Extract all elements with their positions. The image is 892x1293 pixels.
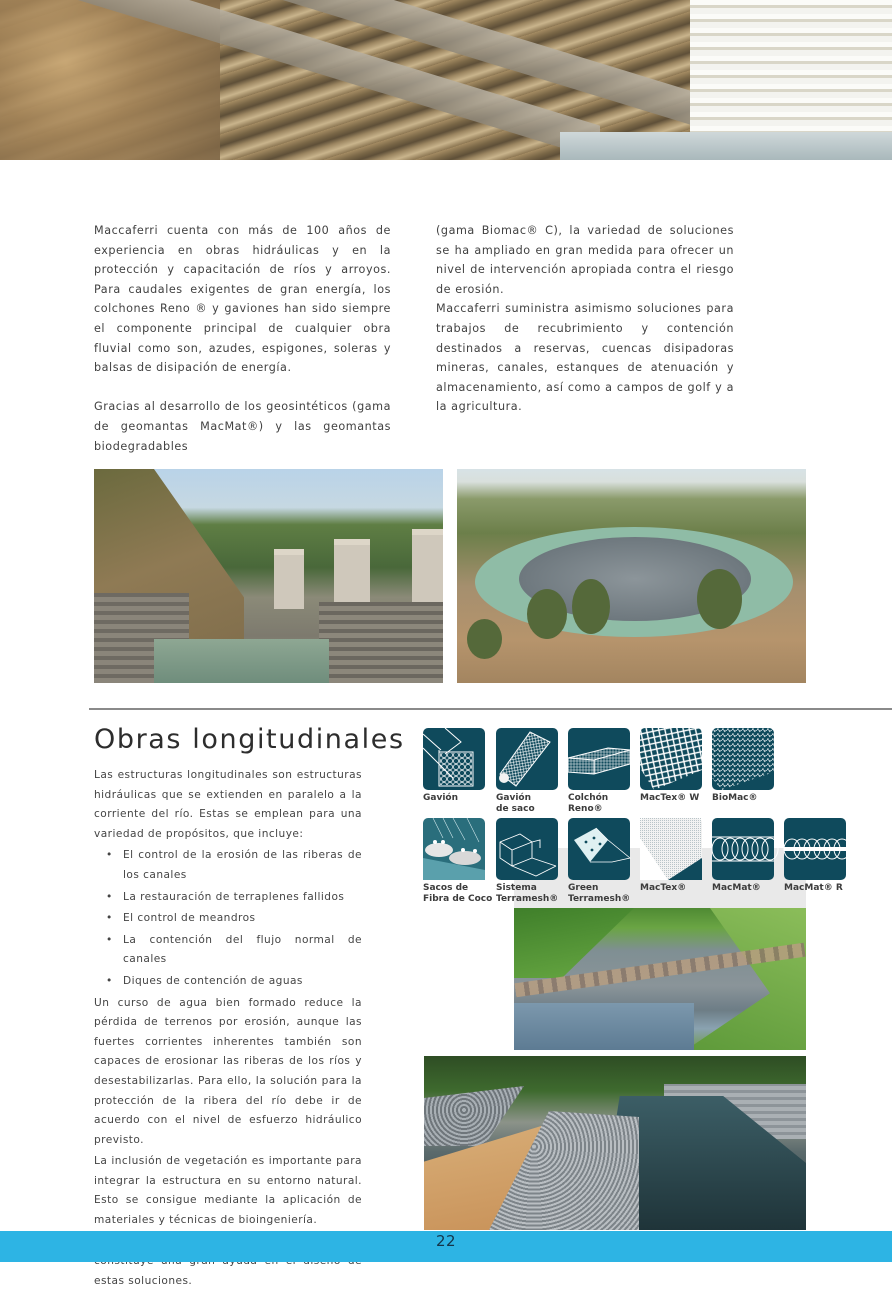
canal-photo	[424, 1056, 806, 1230]
hero-photo	[0, 0, 892, 160]
bullet-text: El control de la erosión de las riberas de los canales	[123, 849, 362, 881]
bullet-item	[94, 846, 362, 885]
coir-bags-icon	[423, 818, 485, 880]
nonwoven-geotextile-icon	[640, 818, 702, 880]
section-title: Obras longitudinales	[94, 724, 405, 755]
product-tile-sacos-coco	[423, 818, 493, 905]
product-label: Sacos de Fibra de Coco	[423, 883, 493, 904]
product-tile-macmat	[712, 818, 774, 894]
product-label: MacMat®	[712, 883, 761, 893]
product-label: Green Terramesh®	[568, 883, 631, 904]
product-label: Gavión de saco	[496, 793, 535, 814]
section-body	[94, 766, 362, 1293]
intro-column-2	[436, 221, 734, 417]
gabion-wall	[319, 602, 443, 683]
product-label: Colchón Reno®	[568, 793, 609, 814]
reservoir-photo	[457, 469, 806, 683]
product-tile-gavion	[423, 728, 485, 804]
sack-gabion-icon	[496, 728, 558, 790]
product-tile-terramesh	[496, 818, 558, 905]
product-tile-colchon-reno	[568, 728, 630, 815]
bullet-item	[94, 888, 362, 908]
geomat-icon	[712, 818, 774, 880]
bridge-pillar	[274, 549, 304, 609]
product-label: BioMac®	[712, 793, 758, 803]
bullet-item	[94, 931, 362, 970]
tree	[467, 619, 502, 659]
intro-column-1	[94, 221, 391, 456]
woven-geotextile-icon	[640, 728, 702, 790]
bullet-item	[94, 972, 362, 992]
product-tile-biomac	[712, 728, 774, 804]
intro-paragraph: Maccaferri cuenta con más de 100 años de experiencia en obras hidráulicas y en la protección y capacitación de ríos y arroyos. Para caudales exigentes de gran energía, los colchones Reno ® y gaviones han sido siempre el componente principal de cualquier obra fluvial como son, azudes, espigones, soleras y balsas de disipación de energía.	[94, 224, 391, 375]
grass-bank	[686, 908, 806, 1050]
body-paragraph: La inclusión de vegetación es importante para integrar la estructura en su entorno natural. Esto se consigue mediante la aplicación de materiales y técnicas de bioingeniería.	[94, 1155, 362, 1227]
product-tile-gavion-saco	[496, 728, 558, 815]
section-intro: Las estructuras longitudinales son estructuras hidráulicas que se extienden en paralelo a la corriente del río. Estas se emplean para una variedad de propósitos, que incluye:	[94, 769, 362, 840]
river-water	[514, 1003, 694, 1050]
tree	[572, 579, 610, 634]
bullet-text: La restauración de terraplenes fallidos	[123, 890, 345, 903]
bullet-text: El control de meandros	[123, 912, 256, 925]
product-label: Gavión	[423, 793, 459, 803]
product-label: MacTex® W	[640, 793, 700, 803]
product-tile-green-terramesh	[568, 818, 630, 905]
reinforced-geomat-icon	[784, 818, 846, 880]
intro-paragraph: Gracias al desarrollo de los geosintéticos (gama de geomantas MacMat®) y las geomantas biodegradables	[94, 400, 391, 453]
terramesh-icon	[496, 818, 558, 880]
biomat-icon	[712, 728, 774, 790]
tree	[527, 589, 567, 639]
body-paragraph: estas soluciones.	[94, 1274, 193, 1287]
gabion-box-icon	[423, 728, 485, 790]
intro-paragraph: (gama Biomac® C), la variedad de soluciones se ha ampliado en gran medida para ofrecer un nivel de intervención apropiada contra el riesgo de erosión.	[436, 224, 734, 296]
product-label: MacMat® R	[784, 883, 843, 893]
bullet-icon: •	[106, 890, 113, 903]
tree	[697, 569, 742, 629]
photo-pool	[154, 639, 329, 683]
bullet-text: Diques de contención de aguas	[123, 974, 303, 987]
reno-mattress-icon	[568, 728, 630, 790]
intro-paragraph: Maccaferri suministra asimismo soluciones para trabajos de recubrimiento y contención destinados a reservas, cuencas disipadoras mineras, canales, estanques de atenuación y almacenamiento, así como a campos de golf y a la agricultura.	[436, 302, 734, 414]
bullet-icon: •	[106, 933, 113, 946]
product-label: Sistema Terramesh®	[496, 883, 559, 904]
green-terramesh-icon	[568, 818, 630, 880]
bullet-icon: •	[106, 849, 113, 862]
bullet-icon: •	[106, 974, 113, 987]
page-number: 22	[435, 1232, 457, 1250]
grass-bank	[514, 908, 634, 978]
bullet-text: La contención del flujo normal de canales	[123, 933, 362, 966]
product-tile-mactex-w	[640, 728, 702, 804]
product-tile-mactex	[640, 818, 702, 894]
bullet-icon: •	[106, 912, 113, 925]
hero-waterfall	[690, 0, 892, 140]
product-label: MacTex®	[640, 883, 687, 893]
bullet-list	[94, 846, 362, 991]
section-divider	[89, 708, 892, 710]
body-paragraph: Un curso de agua bien formado reduce la pérdida de terrenos por erosión, aunque las fuertes corrientes inherentes también son capaces de erosionar las riberas de los ríos y desestabilizarlas. Para ello, la solución para la protección de la ribera del río debe ir de acuerdo con el nivel de esfuerzo hidráulico previsto.	[94, 996, 362, 1146]
product-tile-macmat-r	[784, 818, 846, 894]
bridge-construction-photo	[94, 469, 443, 683]
bullet-item	[94, 909, 362, 929]
hero-pool	[560, 132, 892, 160]
river-restoration-photo	[514, 908, 806, 1050]
